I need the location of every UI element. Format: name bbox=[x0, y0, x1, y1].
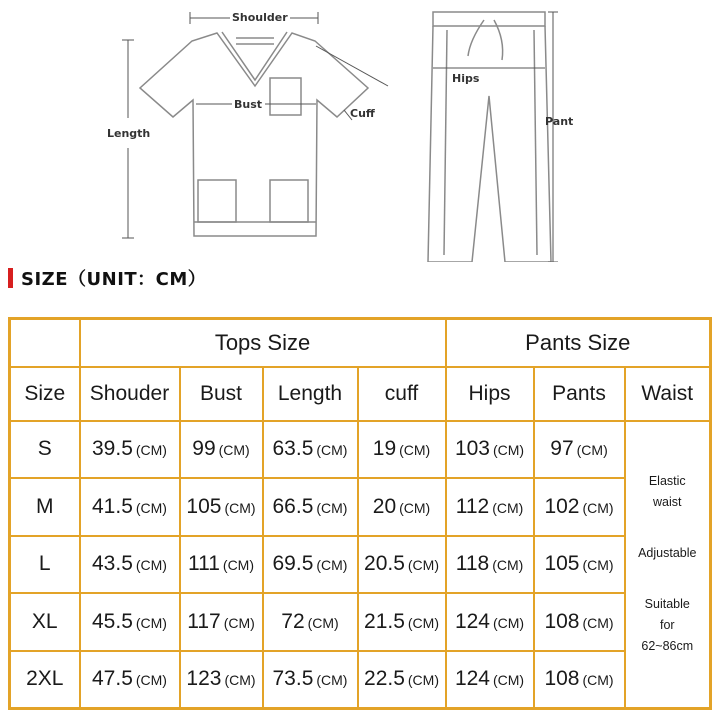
waist-adjustable-text: Adjustable bbox=[638, 546, 697, 561]
pants-illustration bbox=[428, 12, 551, 262]
garment-diagram bbox=[0, 0, 720, 262]
col-header-length: Length bbox=[263, 367, 358, 421]
length-cell: 69.5 (CM) bbox=[263, 536, 358, 594]
hips-cell: 118 (CM) bbox=[446, 536, 534, 594]
hips-cell: 112 (CM) bbox=[446, 478, 534, 536]
cuff-label: Cuff bbox=[350, 107, 375, 120]
cuff-cell: 20.5 (CM) bbox=[358, 536, 446, 594]
col-header-bust: Bust bbox=[180, 367, 263, 421]
pants-cell: 97 (CM) bbox=[534, 421, 625, 479]
tops-size-header: Tops Size bbox=[80, 319, 446, 367]
length-cell: 72 (CM) bbox=[263, 593, 358, 651]
hips-cell: 103 (CM) bbox=[446, 421, 534, 479]
size-cell: L bbox=[10, 536, 80, 594]
pants-cell: 105 (CM) bbox=[534, 536, 625, 594]
hips-cell: 124 (CM) bbox=[446, 651, 534, 709]
cuff-cell: 19 (CM) bbox=[358, 421, 446, 479]
length-label: Length bbox=[107, 127, 151, 140]
cuff-cell: 20 (CM) bbox=[358, 478, 446, 536]
pants-measure-lines bbox=[433, 12, 558, 262]
shoulder-cell: 47.5 (CM) bbox=[80, 651, 180, 709]
bust-cell: 105 (CM) bbox=[180, 478, 263, 536]
size-heading-text: SIZE（UNIT：CM） bbox=[21, 269, 207, 290]
shoulder-cell: 45.5 (CM) bbox=[80, 593, 180, 651]
size-cell: M bbox=[10, 478, 80, 536]
col-header-cuff: cuff bbox=[358, 367, 446, 421]
table-row bbox=[10, 536, 711, 594]
length-cell: 66.5 (CM) bbox=[263, 478, 358, 536]
table-row bbox=[10, 593, 711, 651]
cuff-cell: 22.5 (CM) bbox=[358, 651, 446, 709]
bust-cell: 99 (CM) bbox=[180, 421, 263, 479]
group-header-row bbox=[10, 319, 711, 367]
size-cell: XL bbox=[10, 593, 80, 651]
length-cell: 73.5 (CM) bbox=[263, 651, 358, 709]
waist-range-text: Suitable for 62~86cm bbox=[641, 597, 694, 654]
heading-accent-bar bbox=[8, 268, 13, 288]
size-heading bbox=[8, 266, 206, 290]
pants-cell: 108 (CM) bbox=[534, 593, 625, 651]
hips-cell: 124 (CM) bbox=[446, 593, 534, 651]
pants-size-header: Pants Size bbox=[446, 319, 711, 367]
size-cell: S bbox=[10, 421, 80, 479]
shoulder-cell: 43.5 (CM) bbox=[80, 536, 180, 594]
scrub-top-illustration bbox=[140, 32, 368, 236]
size-table bbox=[8, 317, 712, 710]
size-cell: 2XL bbox=[10, 651, 80, 709]
col-header-waist: Waist bbox=[625, 367, 711, 421]
pants-cell: 102 (CM) bbox=[534, 478, 625, 536]
waist-cell bbox=[625, 421, 711, 709]
col-header-size: Size bbox=[10, 367, 80, 421]
pants-cell: 108 (CM) bbox=[534, 651, 625, 709]
table-row bbox=[10, 651, 711, 709]
table-row bbox=[10, 421, 711, 479]
cuff-cell: 21.5 (CM) bbox=[358, 593, 446, 651]
table-row bbox=[10, 478, 711, 536]
col-header-hips: Hips bbox=[446, 367, 534, 421]
bust-label: Bust bbox=[234, 98, 263, 111]
shoulder-label: Shoulder bbox=[232, 11, 288, 24]
bust-cell: 117 (CM) bbox=[180, 593, 263, 651]
top-measure-lines bbox=[122, 12, 388, 238]
shoulder-cell: 39.5 (CM) bbox=[80, 421, 180, 479]
shoulder-cell: 41.5 (CM) bbox=[80, 478, 180, 536]
pant-label: Pant bbox=[545, 115, 574, 128]
column-header-row bbox=[10, 367, 711, 421]
corner-cell bbox=[10, 319, 80, 367]
col-header-pants: Pants bbox=[534, 367, 625, 421]
hips-label: Hips bbox=[452, 72, 480, 85]
length-cell: 63.5 (CM) bbox=[263, 421, 358, 479]
bust-cell: 111 (CM) bbox=[180, 536, 263, 594]
waist-elastic-text: Elastic waist bbox=[648, 474, 686, 510]
col-header-shoulder: Shouder bbox=[80, 367, 180, 421]
bust-cell: 123 (CM) bbox=[180, 651, 263, 709]
